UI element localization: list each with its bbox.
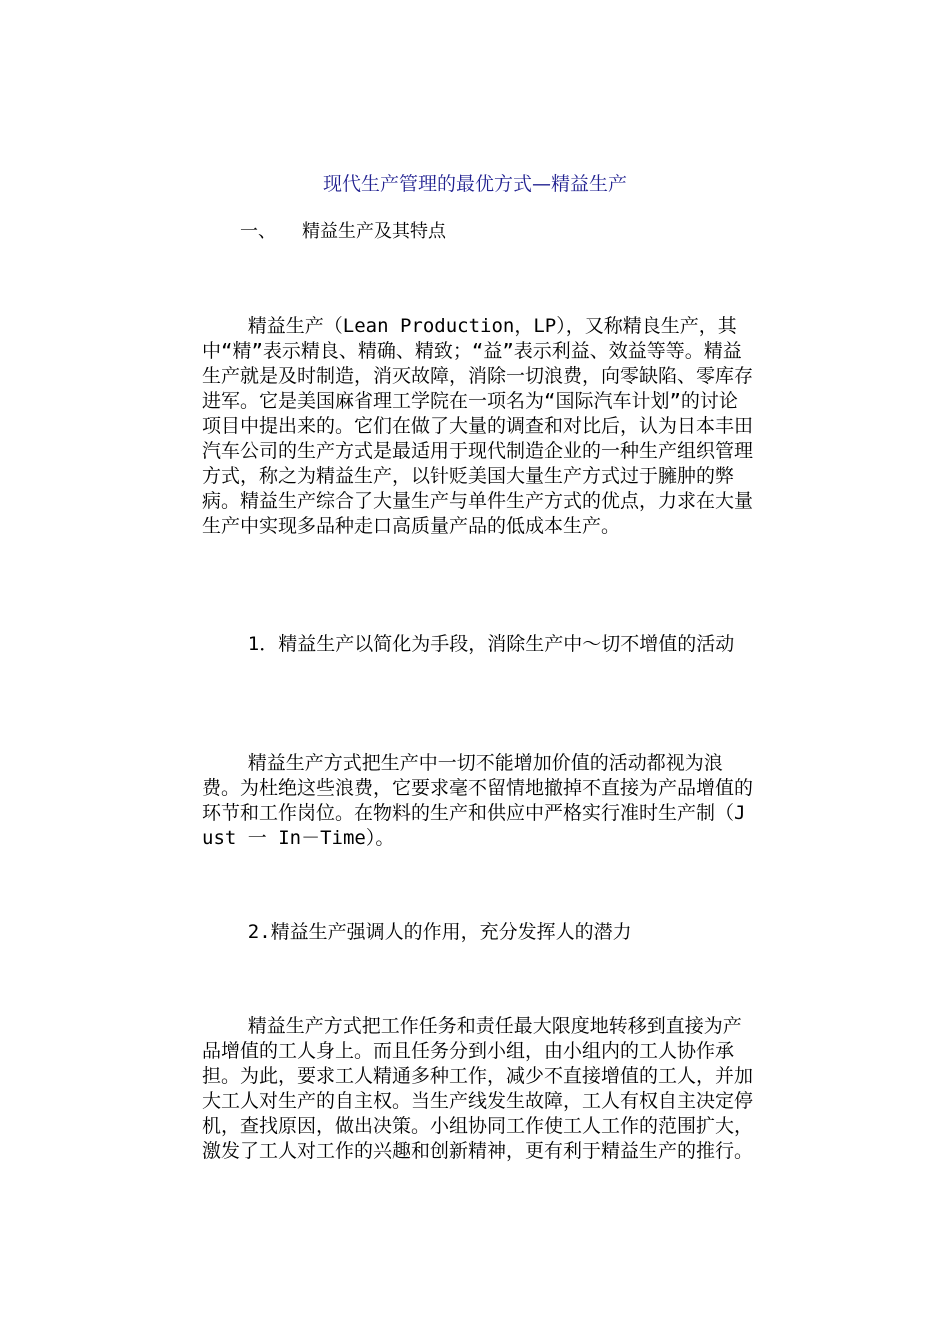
section-title: 精益生产及其特点 [302,221,446,242]
paragraph-intro: 精益生产（Lean Production，LP），又称精良生产，其中“精”表示精良、精确、精致；“益”表示利益、效益等等。精益生产就是及时制造，消灭故障，消除一切浪费，向零缺陷、零库存进军。它是美国麻省理工学院在一项名为“国际汽车计划”的讨论项目中提出来的。它们在做了大量的调查和对比后，认为日本丰田汽车公司的生产方式是最适用于现代制造企业的一种生产组织管理方式，称之为精益生产，以针贬美国大量生产方式过于臃肿的弊病。精益生产综合了大量生产与单件生产方式的优点，力求在大量生产中实现多品种走口高质量产品的低成本生产。 [202,315,754,537]
paragraph-point-1: 精益生产方式把生产中一切不能增加价值的活动都视为浪费。为杜绝这些浪费，它要求毫不留情地撤掉不直接为产品增值的环节和工作岗位。在物料的生产和供应中严格实行准时生产制（Just 一 In－Time）。 [202,752,754,849]
document-title: 现代生产管理的最优方式—精益生产 [322,173,627,195]
point-heading-1: 1．精益生产以简化为手段，消除生产中～切不增值的活动 [202,633,735,655]
point-heading-2: 2.精益生产强调人的作用，充分发挥人的潜力 [202,921,632,943]
section-heading [240,219,446,244]
paragraph-point-2: 精益生产方式把工作任务和责任最大限度地转移到直接为产品增值的工人身上。而且任务分到小组，由小组内的工人协作承担。为此，要求工人精通多种工作，减少不直接增值的工人，并加大工人对生产的自主权。当生产线发生故障，工人有权自主决定停机，查找原因，做出决策。小组协同工作使工人工作的范围扩大，激发了工人对工作的兴趣和创新精神，更有利于精益生产的推行。 [202,1015,754,1162]
section-number: 一、 [240,221,276,242]
